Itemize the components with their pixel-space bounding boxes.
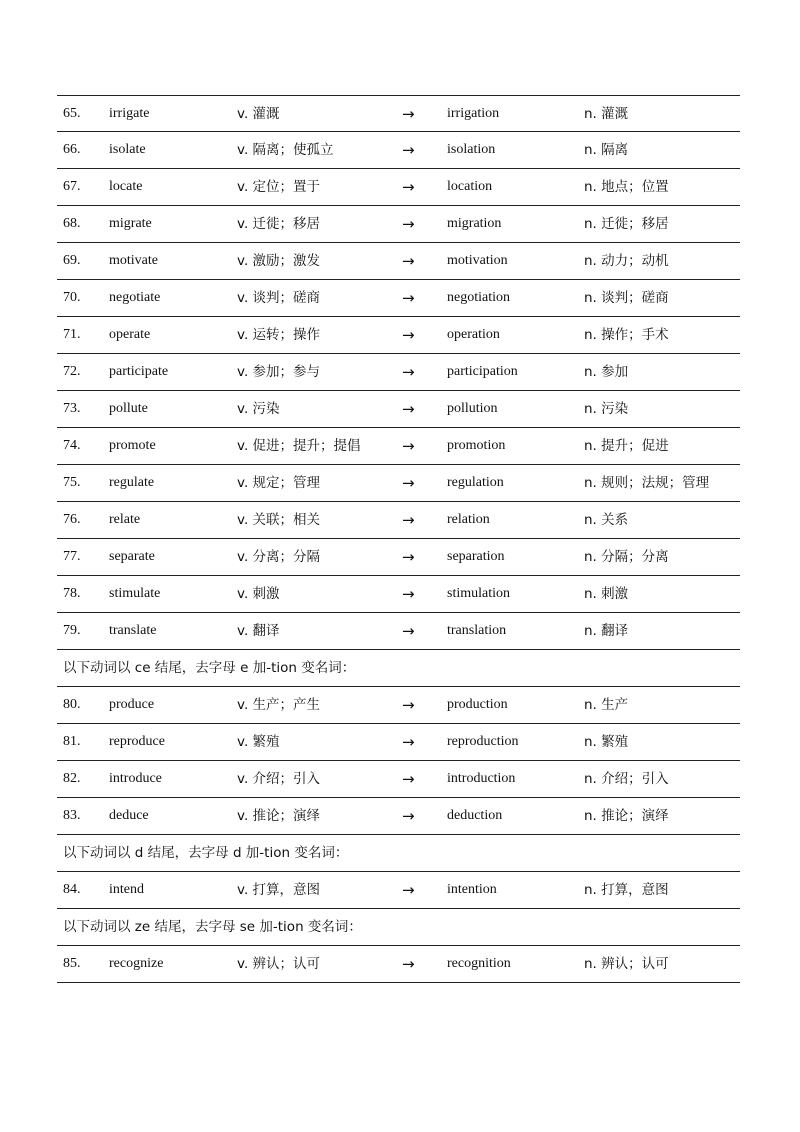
arrow-icon: → <box>402 437 415 455</box>
verb-word: separate <box>109 549 155 564</box>
entry-number: 71. <box>63 327 81 342</box>
section-note: 以下动词以 ce 结尾，去字母 e 加-tion 变名词： <box>63 660 356 676</box>
entry-number: 76. <box>63 512 81 527</box>
entry-number: 67. <box>63 179 81 194</box>
table-row <box>57 613 740 650</box>
arrow-icon: → <box>402 178 415 196</box>
table-row <box>57 761 740 798</box>
noun-word: introduction <box>447 771 516 786</box>
noun-meaning: n. 翻译 <box>584 623 629 639</box>
arrow-icon: → <box>402 215 415 233</box>
noun-meaning: n. 分隔；分离 <box>584 549 669 565</box>
verb-meaning: v. 繁殖 <box>237 734 280 750</box>
arrow-icon: → <box>402 622 415 640</box>
entry-number: 85. <box>63 956 81 971</box>
entry-number: 77. <box>63 549 81 564</box>
verb-word: deduce <box>109 808 149 823</box>
arrow-icon: → <box>402 733 415 751</box>
entry-number: 65. <box>63 106 81 121</box>
noun-word: irrigation <box>447 106 500 121</box>
table-row <box>57 132 740 169</box>
noun-word: recognition <box>447 956 511 971</box>
verb-meaning: v. 污染 <box>237 401 280 417</box>
verb-meaning: v. 灌溉 <box>237 106 280 122</box>
entry-number: 79. <box>63 623 81 638</box>
noun-word: negotiation <box>447 290 510 305</box>
section-note: 以下动词以 ze 结尾，去字母 se 加-tion 变名词： <box>63 919 362 935</box>
noun-word: promotion <box>447 438 506 453</box>
arrow-icon: → <box>402 585 415 603</box>
verb-word: relate <box>109 512 141 527</box>
verb-meaning: v. 分离；分隔 <box>237 549 321 565</box>
table-row <box>57 243 740 280</box>
arrow-icon: → <box>402 289 415 307</box>
noun-meaning: n. 灌溉 <box>584 106 629 122</box>
noun-word: production <box>447 697 508 712</box>
verb-word: operate <box>109 327 151 342</box>
table-row <box>57 502 740 539</box>
noun-word: deduction <box>447 808 503 823</box>
entry-number: 68. <box>63 216 81 231</box>
verb-word: irrigate <box>109 106 150 121</box>
entry-number: 74. <box>63 438 81 453</box>
verb-meaning: v. 介绍；引入 <box>237 771 321 787</box>
verb-meaning: v. 激励；激发 <box>237 253 321 269</box>
noun-meaning: n. 提升；促进 <box>584 438 669 454</box>
noun-word: migration <box>447 216 502 231</box>
table-row <box>57 428 740 465</box>
table-row <box>57 946 740 983</box>
verb-meaning: v. 参加；参与 <box>237 364 321 380</box>
verb-word: produce <box>109 697 155 712</box>
entry-number: 73. <box>63 401 81 416</box>
table-row <box>57 465 740 502</box>
verb-word: regulate <box>109 475 155 490</box>
verb-meaning: v. 刺激 <box>237 586 280 602</box>
verb-word: pollute <box>109 401 148 416</box>
entry-number: 80. <box>63 697 81 712</box>
noun-word: separation <box>447 549 505 564</box>
entry-number: 78. <box>63 586 81 601</box>
verb-meaning: v. 定位；置于 <box>237 179 321 195</box>
verb-meaning: v. 运转；操作 <box>237 327 321 343</box>
verb-word: introduce <box>109 771 162 786</box>
entry-number: 70. <box>63 290 81 305</box>
table-row <box>57 317 740 354</box>
noun-word: regulation <box>447 475 504 490</box>
noun-meaning: n. 规则；法规；管理 <box>584 475 710 491</box>
verb-meaning: v. 辨认；认可 <box>237 956 321 972</box>
table-row <box>57 687 740 724</box>
noun-meaning: n. 操作；手术 <box>584 327 669 343</box>
noun-word: relation <box>447 512 490 527</box>
entry-number: 69. <box>63 253 81 268</box>
verb-word: isolate <box>109 142 146 157</box>
noun-meaning: n. 辨认；认可 <box>584 956 669 972</box>
verb-word: participate <box>109 364 169 379</box>
table-row <box>57 169 740 206</box>
entry-number: 82. <box>63 771 81 786</box>
noun-meaning: n. 打算，意图 <box>584 882 669 898</box>
verb-meaning: v. 推论；演绎 <box>237 808 321 824</box>
verb-word: promote <box>109 438 156 453</box>
verb-word: translate <box>109 623 157 638</box>
verb-word: reproduce <box>109 734 165 749</box>
section-note-row <box>57 909 740 946</box>
section-note-row <box>57 650 740 687</box>
arrow-icon: → <box>402 400 415 418</box>
noun-meaning: n. 污染 <box>584 401 629 417</box>
entry-number: 83. <box>63 808 81 823</box>
verb-word: negotiate <box>109 290 161 305</box>
noun-meaning: n. 隔离 <box>584 142 629 158</box>
vocabulary-table <box>57 95 740 983</box>
entry-number: 72. <box>63 364 81 379</box>
noun-meaning: n. 生产 <box>584 697 629 713</box>
noun-meaning: n. 关系 <box>584 512 629 528</box>
table-row <box>57 576 740 613</box>
noun-meaning: n. 地点；位置 <box>584 179 669 195</box>
arrow-icon: → <box>402 363 415 381</box>
arrow-icon: → <box>402 511 415 529</box>
noun-word: motivation <box>447 253 508 268</box>
verb-word: migrate <box>109 216 152 231</box>
verb-meaning: v. 迁徙；移居 <box>237 216 321 232</box>
noun-word: operation <box>447 327 500 342</box>
table-row <box>57 95 740 132</box>
verb-meaning: v. 生产；产生 <box>237 697 321 713</box>
verb-meaning: v. 翻译 <box>237 623 280 639</box>
entry-number: 81. <box>63 734 81 749</box>
noun-word: location <box>447 179 493 194</box>
arrow-icon: → <box>402 548 415 566</box>
table-row <box>57 391 740 428</box>
noun-meaning: n. 繁殖 <box>584 734 629 750</box>
verb-meaning: v. 隔离；使孤立 <box>237 142 334 158</box>
arrow-icon: → <box>402 252 415 270</box>
arrow-icon: → <box>402 955 415 973</box>
noun-meaning: n. 动力；动机 <box>584 253 669 269</box>
verb-meaning: v. 打算，意图 <box>237 882 321 898</box>
verb-meaning: v. 关联；相关 <box>237 512 321 528</box>
noun-word: stimulation <box>447 586 510 601</box>
verb-word: stimulate <box>109 586 161 601</box>
table-row <box>57 280 740 317</box>
verb-meaning: v. 谈判；磋商 <box>237 290 321 306</box>
arrow-icon: → <box>402 770 415 788</box>
entry-number: 84. <box>63 882 81 897</box>
table-row <box>57 798 740 835</box>
section-note-row <box>57 835 740 872</box>
noun-meaning: n. 迁徙；移居 <box>584 216 669 232</box>
arrow-icon: → <box>402 105 415 123</box>
noun-word: reproduction <box>447 734 519 749</box>
table-row <box>57 539 740 576</box>
table-row <box>57 872 740 909</box>
noun-meaning: n. 介绍；引入 <box>584 771 669 787</box>
arrow-icon: → <box>402 696 415 714</box>
noun-word: translation <box>447 623 507 638</box>
entry-number: 75. <box>63 475 81 490</box>
table-row <box>57 354 740 391</box>
verb-meaning: v. 促进；提升；提倡 <box>237 438 361 454</box>
noun-word: isolation <box>447 142 496 157</box>
noun-word: pollution <box>447 401 498 416</box>
arrow-icon: → <box>402 141 415 159</box>
verb-word: recognize <box>109 956 164 971</box>
noun-meaning: n. 推论；演绎 <box>584 808 669 824</box>
noun-word: participation <box>447 364 518 379</box>
verb-meaning: v. 规定；管理 <box>237 475 321 491</box>
section-note: 以下动词以 d 结尾，去字母 d 加-tion 变名词： <box>63 845 349 861</box>
noun-word: intention <box>447 882 497 897</box>
noun-meaning: n. 谈判；磋商 <box>584 290 669 306</box>
noun-meaning: n. 参加 <box>584 364 629 380</box>
verb-word: locate <box>109 179 143 194</box>
arrow-icon: → <box>402 881 415 899</box>
table-row <box>57 206 740 243</box>
arrow-icon: → <box>402 326 415 344</box>
noun-meaning: n. 刺激 <box>584 586 629 602</box>
entry-number: 66. <box>63 142 81 157</box>
table-row <box>57 724 740 761</box>
arrow-icon: → <box>402 807 415 825</box>
verb-word: motivate <box>109 253 158 268</box>
verb-word: intend <box>109 882 144 897</box>
arrow-icon: → <box>402 474 415 492</box>
